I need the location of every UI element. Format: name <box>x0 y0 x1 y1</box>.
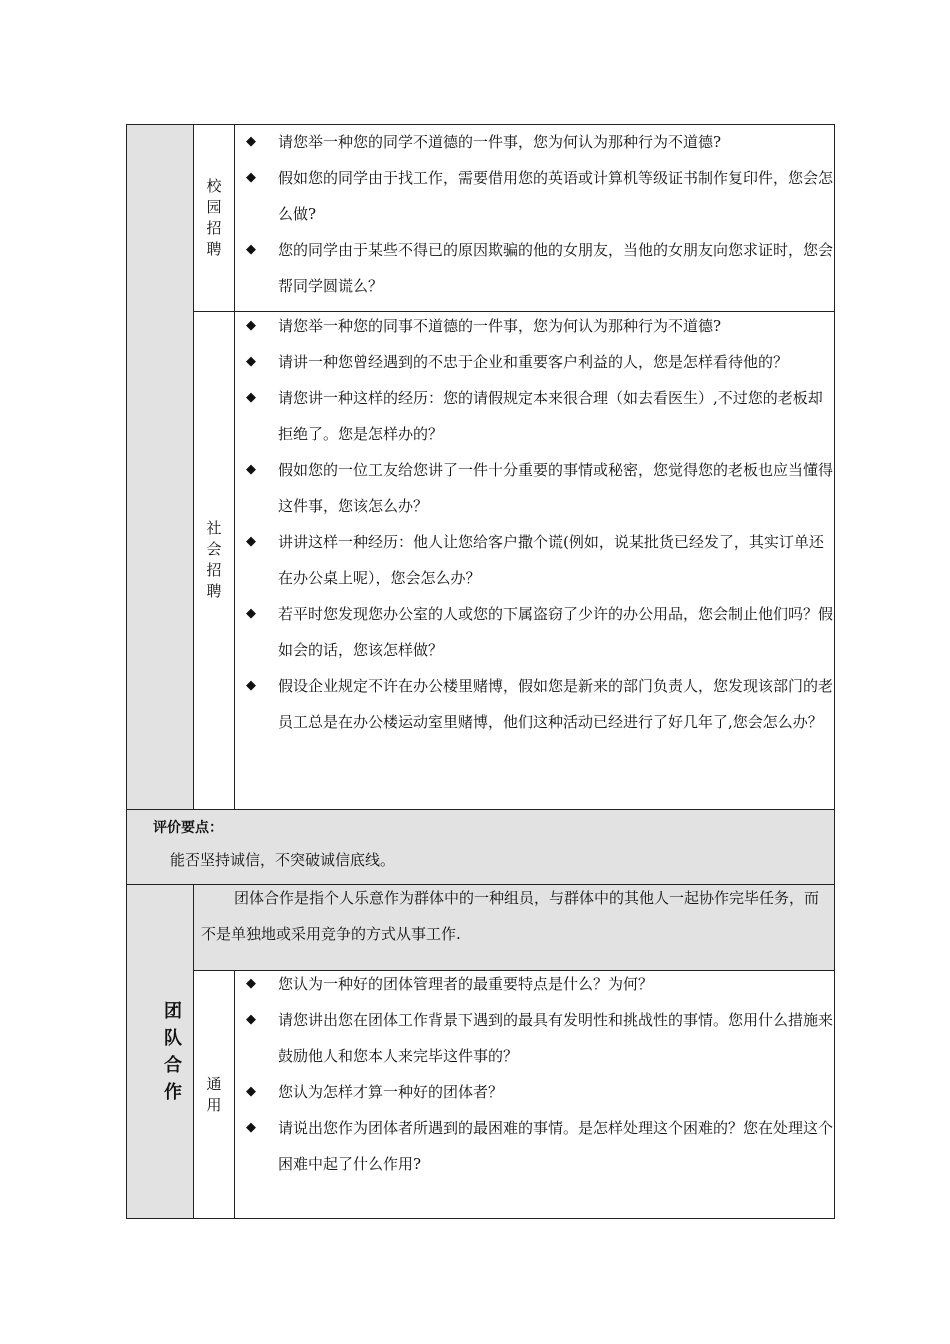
list-item <box>236 966 834 1002</box>
question-text: 您认为怎样才算一种好的团体者？ <box>278 1083 504 1101</box>
diamond-bullet-icon: ◆ <box>246 1120 256 1135</box>
list-item <box>236 524 834 596</box>
list-item <box>236 124 834 160</box>
question-text: 假如您的一位工友给您讲了一件十分重要的事情或秘密，您觉得您的老板也应当懂得这件事，您该怎么办？ <box>278 461 834 515</box>
question-text: 假如您的同学由于找工作，需要借用您的英语或计算机等级证书制作复印件，您会怎么做? <box>278 169 834 223</box>
diamond-bullet-icon: ◆ <box>246 534 256 549</box>
list-item <box>236 668 834 740</box>
diamond-bullet-icon: ◆ <box>246 1084 256 1099</box>
teamwork-question-list <box>236 966 834 1182</box>
table-border <box>126 124 127 1219</box>
question-text: 请您举一种您的同学不道德的一件事，您为何认为那种行为不道德? <box>278 133 722 151</box>
table-border <box>234 970 235 1219</box>
evaluation-body: 能否坚持诚信，不突破诚信底线。 <box>170 851 396 869</box>
question-text: 请您举一种您的同事不道德的一件事，您为何认为那种行为不道德? <box>278 317 722 335</box>
campus-question-list <box>236 124 834 304</box>
list-item <box>236 1074 834 1110</box>
diamond-bullet-icon: ◆ <box>246 242 256 257</box>
teamwork-definition <box>201 880 829 952</box>
diamond-bullet-icon: ◆ <box>246 318 256 333</box>
list-item <box>236 380 834 452</box>
definition-text: 团体合作是指个人乐意作为群体中的一种组员，与群体中的其他人一起协作完毕任务，而不是单独地或采用竞争的方式从事工作. <box>201 889 820 943</box>
diamond-bullet-icon: ◆ <box>246 1012 256 1027</box>
list-item <box>236 452 834 524</box>
list-item <box>236 1002 834 1074</box>
table-border <box>193 884 194 1219</box>
list-item <box>236 232 834 304</box>
list-item <box>236 596 834 668</box>
question-text: 您认为一种好的团体管理者的最重要特点是什么？为何？ <box>278 975 654 993</box>
list-item <box>236 344 834 380</box>
list-item <box>236 1110 834 1182</box>
evaluation-heading: 评价要点： <box>153 820 223 836</box>
social-question-list <box>236 308 834 740</box>
diamond-bullet-icon: ◆ <box>246 390 256 405</box>
question-text: 若平时您发现您办公室的人或您的下属盗窃了少许的办公用品，您会制止他们吗？假如会的话，您该怎样做？ <box>278 605 834 659</box>
table-border <box>126 1218 835 1219</box>
diamond-bullet-icon: ◆ <box>246 678 256 693</box>
table-border <box>234 124 235 810</box>
general-label-text: 通用 <box>206 1075 222 1114</box>
social-label-text: 社会招聘 <box>206 519 222 600</box>
diamond-bullet-icon: ◆ <box>246 170 256 185</box>
table-border <box>193 124 194 810</box>
table-border <box>126 809 835 810</box>
list-item <box>236 308 834 344</box>
question-text: 讲讲这样一种经历：他人让您给客户撒个谎(例如，说某批货已经发了，其实订单还在办公桌上呢），您会怎么办？ <box>278 533 824 587</box>
diamond-bullet-icon: ◆ <box>246 354 256 369</box>
question-text: 请讲一种您曾经遇到的不忠于企业和重要客户利益的人，您是怎样看待他的？ <box>278 353 789 371</box>
campus-label <box>204 176 224 260</box>
teamwork-title-text: 团队合作 <box>164 1001 182 1103</box>
question-text: 假设企业规定不许在办公楼里赌博，假如您是新来的部门负责人，您发现该部门的老员工总是在办公楼运动室里赌博，他们这种活动已经进行了好几年了,您会怎么办？ <box>278 677 834 731</box>
diamond-bullet-icon: ◆ <box>246 606 256 621</box>
diamond-bullet-icon: ◆ <box>246 976 256 991</box>
left-column-shade-top <box>127 125 193 810</box>
question-text: 请您讲一种这样的经历：您的请假规定本来很合理（如去看医生）,不过您的老板却拒绝了。您是怎样办的？ <box>278 389 823 443</box>
evaluation-row-shade <box>127 810 834 884</box>
table-border <box>834 124 835 1219</box>
diamond-bullet-icon: ◆ <box>246 134 256 149</box>
general-label <box>204 1074 224 1116</box>
campus-label-text: 校园招聘 <box>206 177 222 258</box>
question-text: 请说出您作为团体者所遇到的最困难的事情。是怎样处理这个困难的？您在处理这个困难中起了什么作用? <box>278 1119 834 1173</box>
question-text: 您的同学由于某些不得已的原因欺骗的他的女朋友，当他的女朋友向您求证时，您会帮同学圆谎么？ <box>278 241 834 295</box>
question-text: 请您讲出您在团体工作背景下遇到的最具有发明性和挑战性的事情。您用什么措施来鼓励他人和您本人来完毕这件事的？ <box>278 1011 834 1065</box>
diamond-bullet-icon: ◆ <box>246 462 256 477</box>
list-item <box>236 160 834 232</box>
teamwork-title <box>161 998 185 1106</box>
social-label <box>204 518 224 602</box>
